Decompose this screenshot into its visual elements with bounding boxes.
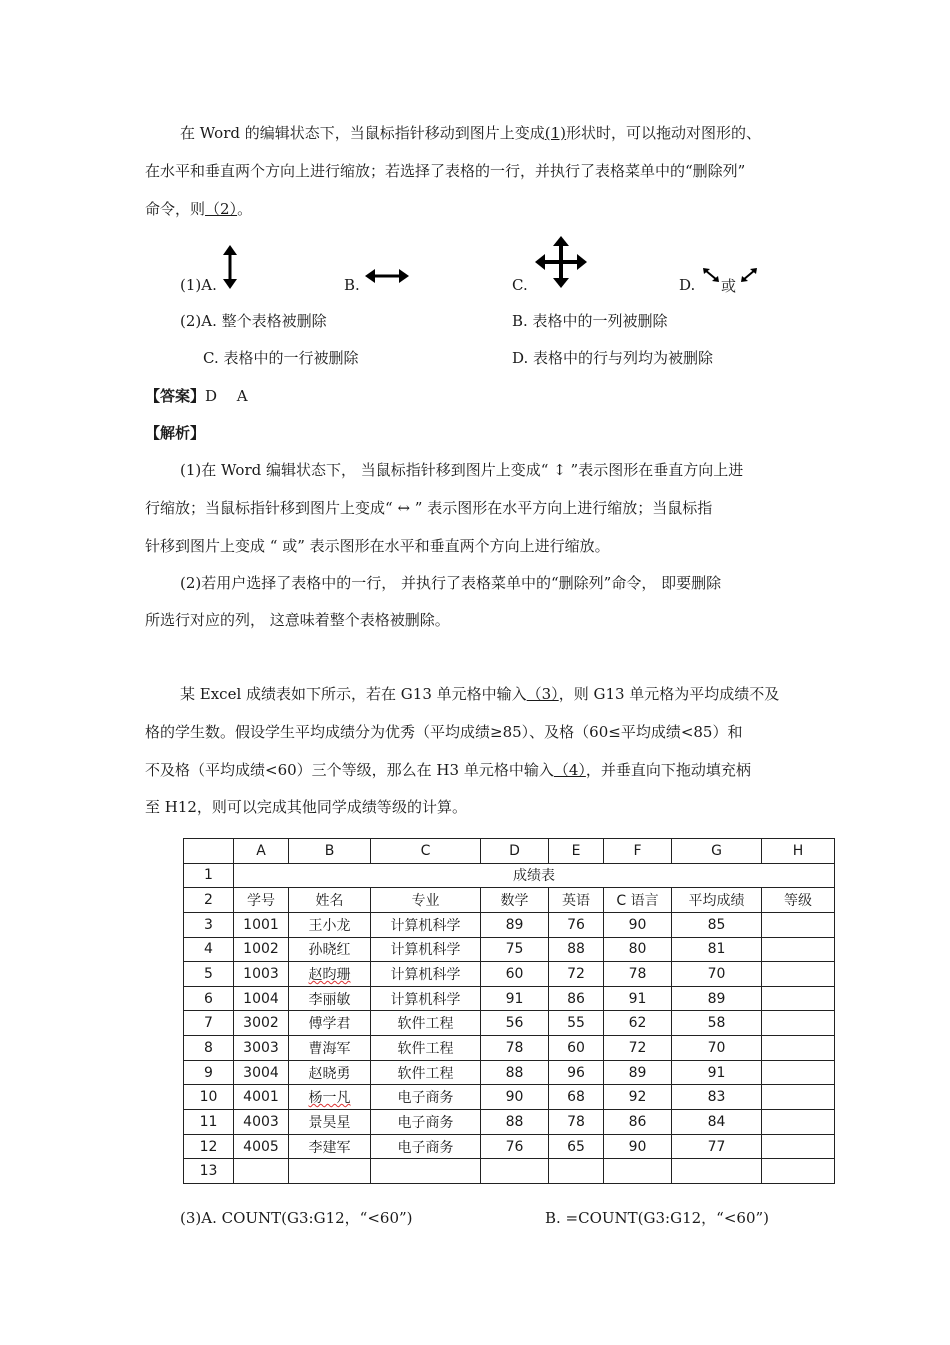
table-cell: [604, 912, 672, 937]
header-cell: 等级: [762, 888, 835, 913]
column-letter: D: [481, 839, 549, 864]
table-cell: [672, 912, 762, 937]
table-cell: [672, 937, 762, 962]
cell-text: 58: [707, 1015, 726, 1032]
q1-stem-line-3: 命令，则（2）。: [145, 200, 253, 218]
cell-text: 1002: [243, 941, 279, 958]
header-cell: 英语: [549, 888, 604, 913]
cell-text: 电子商务: [397, 1114, 454, 1131]
opt1-d-or: 或: [721, 277, 737, 295]
cell-text: 89: [505, 916, 524, 933]
cell-text: 78: [628, 966, 647, 983]
cell-text: 4001: [243, 1089, 279, 1106]
header-cell: 学号: [234, 888, 289, 913]
cell-text: 软件工程: [397, 1040, 454, 1057]
q2-stem-line-3: 不及格（平均成绩<60）三个等级，那么在 H3 单元格中输入（4），并垂直向下拖动填充柄: [145, 761, 751, 779]
cell-text: 83: [707, 1089, 726, 1106]
column-letter: B: [289, 839, 371, 864]
table-cell: [762, 1085, 835, 1110]
blank-3: （3）: [526, 685, 559, 703]
table-cell: [481, 1036, 549, 1061]
cell-text: 76: [505, 1138, 524, 1155]
cell-text: 68: [567, 1089, 585, 1106]
table-cell: [672, 1036, 762, 1061]
table-cell: [604, 1085, 672, 1110]
cell-text: 李丽敏: [308, 991, 351, 1008]
row-number: 8: [184, 1036, 234, 1061]
opt2-d: D. 表格中的行与列均为被删除: [512, 349, 714, 367]
table-cell: [604, 1036, 672, 1061]
table-row: [184, 962, 835, 987]
table-cell: [549, 1060, 604, 1085]
table-cell: [481, 1011, 549, 1036]
table-cell: [481, 1110, 549, 1135]
table-cell: [762, 912, 835, 937]
cell-text: 96: [567, 1064, 585, 1081]
cell-text: 81: [707, 941, 726, 958]
row-number: 9: [184, 1060, 234, 1085]
cell-text: 90: [628, 916, 647, 933]
cell-text: 85: [707, 916, 726, 933]
cell-text: 75: [505, 941, 524, 958]
answer-value: D A: [205, 387, 248, 405]
table-cell: [371, 1060, 481, 1085]
table-cell: [762, 986, 835, 1011]
column-letter: H: [762, 839, 835, 864]
opt2-c: C. 表格中的一行被删除: [203, 349, 359, 367]
cell-text: 4003: [243, 1113, 279, 1130]
table-cell: [289, 1110, 371, 1135]
analysis-label: 【解析】: [145, 424, 206, 442]
blank-1: (1): [544, 124, 566, 142]
table-cell: [672, 1060, 762, 1085]
cell-text: 65: [567, 1138, 585, 1155]
cell-text: 1001: [243, 916, 279, 933]
horizontal-resize-icon: [365, 268, 409, 284]
cell-text: 60: [505, 966, 524, 983]
cell-text: 孙晓红: [308, 942, 351, 959]
table-cell: [604, 1011, 672, 1036]
answer: [145, 386, 248, 406]
opt1-b-label: B.: [344, 276, 360, 294]
cell-text: 计算机科学: [390, 991, 461, 1008]
cell-text: 60: [567, 1039, 585, 1056]
cell-text: 90: [505, 1089, 524, 1106]
table-cell: [234, 986, 289, 1011]
table-cell: [371, 986, 481, 1011]
corner-cell: [184, 839, 234, 864]
blank-4: （4）: [553, 761, 586, 779]
cell-text: 77: [707, 1138, 726, 1155]
table-cell: [371, 1159, 481, 1184]
table-cell: [672, 986, 762, 1011]
cell-text: 91: [707, 1064, 726, 1081]
cell-text: 电子商务: [397, 1139, 454, 1156]
cell-text: 4005: [243, 1138, 279, 1155]
table-cell: [762, 1134, 835, 1159]
table-cell: [289, 1011, 371, 1036]
cell-text: 88: [567, 941, 585, 958]
table-cell: [762, 962, 835, 987]
table-cell: [604, 986, 672, 1011]
vertical-resize-icon: [220, 245, 240, 289]
table-cell: [549, 1159, 604, 1184]
row-number: 6: [184, 986, 234, 1011]
table-cell: [672, 1011, 762, 1036]
table-cell: [234, 1134, 289, 1159]
table-cell: [604, 1159, 672, 1184]
table-cell: [371, 912, 481, 937]
table-cell: [604, 1134, 672, 1159]
cell-text: 92: [628, 1089, 647, 1106]
table-cell: [481, 912, 549, 937]
row-number: 10: [184, 1085, 234, 1110]
table-cell: [234, 1110, 289, 1135]
table-cell: [549, 1110, 604, 1135]
table-row: [184, 1085, 835, 1110]
opt3-b: B. =COUNT(G3:G12，“<60”): [545, 1209, 770, 1227]
cell-text: 杨一凡: [308, 1090, 351, 1107]
cell-text: 78: [505, 1039, 524, 1056]
table-cell: [672, 962, 762, 987]
table-cell: [289, 1159, 371, 1184]
cell-text: 78: [567, 1113, 585, 1130]
column-letter: C: [371, 839, 481, 864]
analysis-line-4: (2)若用户选择了表格中的一行， 并执行了表格菜单中的“删除列”命令， 即要删除: [180, 574, 722, 592]
table-cell: [549, 912, 604, 937]
table-cell: [481, 986, 549, 1011]
cell-text: 3004: [243, 1064, 279, 1081]
table-cell: [604, 937, 672, 962]
cell-text: 1004: [243, 990, 279, 1007]
table-cell: [672, 1110, 762, 1135]
cell-text: 傅学君: [308, 1016, 351, 1033]
opt1-a-label: (1)A.: [180, 276, 217, 294]
table-cell: [371, 1134, 481, 1159]
q1-stem-line-1: 在 Word 的编辑状态下，当鼠标指针移动到图片上变成(1)形状时，可以拖动对图形的、: [180, 124, 762, 142]
table-cell: [481, 1060, 549, 1085]
table-cell: [371, 1011, 481, 1036]
cell-text: 景昊星: [308, 1114, 351, 1131]
cell-text: 电子商务: [397, 1090, 454, 1107]
table-title: 成绩表: [234, 863, 835, 888]
table-cell: [762, 1060, 835, 1085]
cell-text: 王小龙: [308, 917, 351, 934]
cell-text: 软件工程: [397, 1016, 454, 1033]
table-cell: [234, 912, 289, 937]
title-row: [184, 863, 835, 888]
table-cell: [234, 1036, 289, 1061]
cell-text: 89: [628, 1064, 647, 1081]
opt2-a: (2)A. 整个表格被删除: [180, 312, 327, 330]
column-letter: F: [604, 839, 672, 864]
table-cell: [371, 1110, 481, 1135]
table-cell: [604, 1110, 672, 1135]
analysis-line-1: (1)在 Word 编辑状态下， 当鼠标指针移到图片上变成“ ↕ ”表示图形在垂直方向上进: [180, 461, 744, 479]
cell-text: 80: [628, 941, 647, 958]
score-table: [183, 838, 835, 1184]
table-cell: [289, 912, 371, 937]
table-cell: [234, 962, 289, 987]
column-header-row: [184, 839, 835, 864]
table-row: [184, 1060, 835, 1085]
row-number: 12: [184, 1134, 234, 1159]
column-letter: E: [549, 839, 604, 864]
table-cell: [234, 937, 289, 962]
cell-text: 赵昀珊: [308, 967, 351, 984]
table-cell: [289, 937, 371, 962]
table-cell: [289, 1036, 371, 1061]
table-cell: [234, 1085, 289, 1110]
table-row: [184, 1159, 835, 1184]
header-cell: 姓名: [289, 888, 371, 913]
cell-text: 76: [567, 916, 585, 933]
table-cell: [549, 1085, 604, 1110]
table-cell: [481, 962, 549, 987]
table-cell: [549, 1134, 604, 1159]
analysis-line-2: 行缩放；当鼠标指针移到图片上变成“ ↔ ” 表示图形在水平方向上进行缩放；当鼠标指: [145, 499, 713, 517]
header-cell: 平均成绩: [672, 888, 762, 913]
cell-text: 软件工程: [397, 1065, 454, 1082]
column-letter: G: [672, 839, 762, 864]
cell-text: 赵晓勇: [308, 1065, 351, 1082]
header-cell: 数学: [481, 888, 549, 913]
table-row: [184, 1036, 835, 1061]
cell-text: 70: [707, 1039, 726, 1056]
cell-text: 1003: [243, 966, 279, 983]
table-cell: [549, 937, 604, 962]
table-cell: [762, 1110, 835, 1135]
header-row: [184, 888, 835, 913]
table-cell: [549, 962, 604, 987]
diagonal-resize-ne-icon: [741, 268, 757, 282]
table-cell: [549, 986, 604, 1011]
table-row: [184, 912, 835, 937]
cell-text: 55: [567, 1015, 585, 1032]
cell-text: 88: [505, 1064, 524, 1081]
answer-label: 【答案】: [145, 387, 206, 405]
table-cell: [604, 962, 672, 987]
row-number: 3: [184, 912, 234, 937]
diagonal-resize-nw-icon: [703, 268, 719, 282]
table-cell: [762, 1011, 835, 1036]
opt1-c-label: C.: [512, 276, 528, 294]
table-cell: [289, 962, 371, 987]
cell-text: 62: [628, 1015, 647, 1032]
table-cell: [604, 1060, 672, 1085]
cell-text: 3002: [243, 1015, 279, 1032]
row-number: 7: [184, 1011, 234, 1036]
header-cell: C 语言: [604, 888, 672, 913]
opt2-b: B. 表格中的一列被删除: [512, 312, 668, 330]
table-cell: [289, 1060, 371, 1085]
table-cell: [234, 1011, 289, 1036]
q2-stem-line-2: 格的学生数。假设学生平均成绩分为优秀（平均成绩≥85）、及格（60≤平均成绩<85）和: [145, 723, 743, 741]
cell-text: 计算机科学: [390, 967, 461, 984]
cell-text: 72: [567, 966, 585, 983]
move-icon: [535, 236, 587, 288]
table-cell: [672, 1085, 762, 1110]
table-cell: [371, 1036, 481, 1061]
analysis-line-3: 针移到图片上变成 “ 或” 表示图形在水平和垂直两个方向上进行缩放。: [145, 537, 610, 555]
q1-stem-line-2: 在水平和垂直两个方向上进行缩放；若选择了表格的一行，并执行了表格菜单中的“删除列”: [145, 162, 746, 180]
q2-stem-line-1: 某 Excel 成绩表如下所示，若在 G13 单元格中输入（3），则 G13 单元格为平均成绩不及: [180, 685, 780, 703]
table-row: [184, 937, 835, 962]
row-number: 5: [184, 962, 234, 987]
row-number: 11: [184, 1110, 234, 1135]
row-number: 1: [184, 863, 234, 888]
table-cell: [234, 1159, 289, 1184]
table-cell: [672, 1159, 762, 1184]
table-cell: [289, 1085, 371, 1110]
q2-stem-line-4: 至 H12，则可以完成其他同学成绩等级的计算。: [145, 798, 467, 816]
cell-text: 89: [707, 990, 726, 1007]
table-cell: [549, 1036, 604, 1061]
opt3-a: (3)A. COUNT(G3:G12，“<60”): [180, 1209, 413, 1227]
cell-text: 70: [707, 966, 726, 983]
table-cell: [481, 1134, 549, 1159]
table-cell: [481, 1085, 549, 1110]
cell-text: 86: [567, 990, 585, 1007]
cell-text: 56: [505, 1015, 524, 1032]
table-row: [184, 1110, 835, 1135]
cell-text: 曹海军: [308, 1040, 351, 1057]
table-cell: [289, 986, 371, 1011]
header-cell: 专业: [371, 888, 481, 913]
cell-text: 91: [628, 990, 647, 1007]
cell-text: 88: [505, 1113, 524, 1130]
table-cell: [762, 1036, 835, 1061]
table-cell: [289, 1134, 371, 1159]
column-letter: A: [234, 839, 289, 864]
table-cell: [549, 1011, 604, 1036]
cell-text: 李建军: [308, 1139, 351, 1156]
cell-text: 计算机科学: [390, 942, 461, 959]
analysis-line-5: 所选行对应的列， 这意味着整个表格被删除。: [145, 611, 450, 629]
opt1-d-label: D.: [679, 276, 696, 294]
table-cell: [481, 937, 549, 962]
cell-text: 84: [707, 1113, 726, 1130]
table-row: [184, 986, 835, 1011]
cell-text: 90: [628, 1138, 647, 1155]
blank-2: （2）: [205, 200, 238, 218]
table-cell: [371, 1085, 481, 1110]
table-cell: [234, 1060, 289, 1085]
table-row: [184, 1134, 835, 1159]
table-cell: [481, 1159, 549, 1184]
table-cell: [371, 937, 481, 962]
row-number: 13: [184, 1159, 234, 1184]
cell-text: 72: [628, 1039, 647, 1056]
cell-text: 91: [505, 990, 524, 1007]
cell-text: 计算机科学: [390, 917, 461, 934]
row-number: 2: [184, 888, 234, 913]
table-cell: [672, 1134, 762, 1159]
table-cell: [371, 962, 481, 987]
row-number: 4: [184, 937, 234, 962]
cell-text: 3003: [243, 1039, 279, 1056]
cell-text: 86: [628, 1113, 647, 1130]
table-cell: [762, 1159, 835, 1184]
table-row: [184, 1011, 835, 1036]
table-cell: [762, 937, 835, 962]
